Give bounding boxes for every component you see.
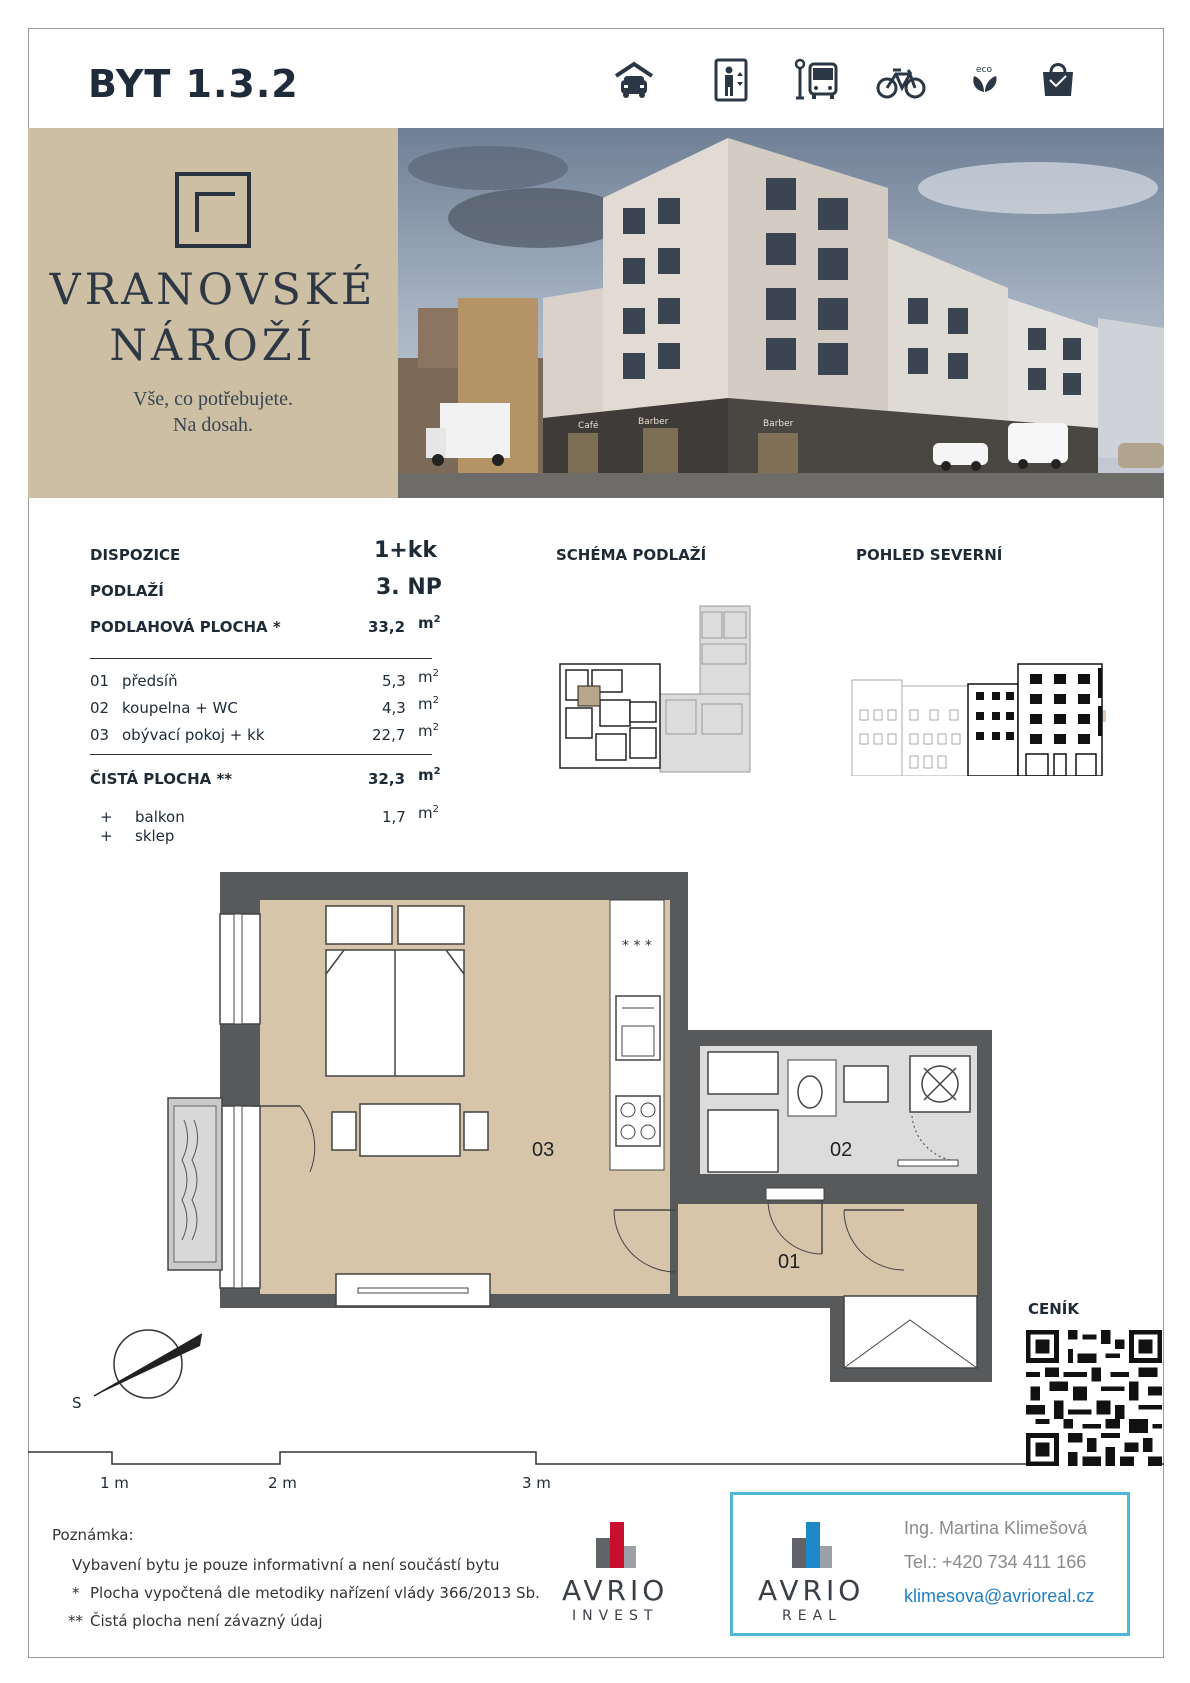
avrio-invest-subtitle: INVEST — [572, 1608, 659, 1624]
room-03-label: 03 — [532, 1139, 555, 1161]
compass-label: S — [72, 1394, 82, 1412]
eco-label: eco — [976, 65, 992, 75]
room-01-label: 01 — [778, 1251, 801, 1273]
dispozice-label: DISPOZICE — [90, 546, 181, 564]
notes-line-3-mark: ** — [68, 1612, 83, 1630]
cista-unit — [418, 766, 441, 784]
room-03-num: 03 — [90, 726, 110, 744]
room-02-unit — [418, 695, 439, 713]
page-title: BYT 1.3.2 — [88, 62, 299, 106]
room-01-unit — [418, 668, 439, 686]
scale-bar — [28, 1444, 1164, 1468]
scale-3m: 3 m — [522, 1474, 551, 1492]
notes-line-1: Vybavení bytu je pouze informativní a není součástí bytu — [72, 1556, 500, 1574]
building-photo — [398, 128, 1164, 498]
elevator-icon — [710, 58, 754, 102]
schema-label: SCHÉMA PODLAŽÍ — [556, 546, 707, 564]
notes-title: Poznámka: — [52, 1526, 134, 1544]
room-02-area: 4,3 — [382, 699, 406, 717]
extra-1-unit — [418, 804, 439, 822]
brand-tagline-line1: Vše, co potřebujete. — [133, 388, 293, 410]
room-01-name: předsíň — [122, 672, 178, 690]
notes-line-2: Plocha vypočtená dle metodiky nařízení vlády 366/2013 Sb. — [90, 1584, 540, 1602]
dispozice-value: 1+kk — [374, 538, 438, 563]
divider-1 — [90, 658, 432, 659]
extra-1-name: balkon — [135, 808, 185, 826]
brand-tagline — [28, 386, 398, 438]
unit-text: m — [418, 668, 433, 686]
shop-sign-2: Barber — [638, 417, 669, 427]
apartment-floor-plan — [160, 870, 1000, 1390]
room-02-num: 02 — [90, 699, 110, 717]
room-01-area: 5,3 — [382, 672, 406, 690]
avrio-invest-logo-icon — [592, 1518, 644, 1570]
room-03-area: 22,7 — [372, 726, 406, 744]
unit-text: m — [418, 614, 434, 632]
room-02-label: 02 — [830, 1139, 853, 1161]
extra-2-name: sklep — [135, 827, 175, 845]
unit-sup: 2 — [432, 722, 439, 733]
unit-sup: 2 — [432, 695, 439, 706]
extra-1-sign: + — [100, 808, 113, 826]
contact-name: Ing. Martina Klimešová — [904, 1518, 1088, 1538]
avrio-invest-wordmark: AVRIO — [562, 1574, 669, 1607]
notes-line-2-mark: * — [72, 1584, 80, 1602]
cenik-label: CENÍK — [1028, 1300, 1080, 1318]
unit-sup: 2 — [432, 668, 439, 679]
shop-sign-3: Barber — [763, 419, 794, 429]
north-elevation-diagram — [850, 660, 1106, 776]
plocha-unit — [418, 614, 441, 632]
avrio-real-wordmark: AVRIO — [758, 1574, 865, 1607]
shop-sign-1: Café — [578, 421, 599, 431]
bicycle-icon — [876, 58, 926, 102]
unit-sup: 2 — [432, 804, 439, 815]
unit-sup: 2 — [433, 766, 441, 777]
shopping-bag-icon — [1038, 58, 1078, 102]
building-illustration — [398, 128, 1164, 498]
scale-1m: 1 m — [100, 1474, 129, 1492]
brand-name-line1: VRANOVSKÉ — [49, 265, 377, 315]
avrio-real-subtitle: REAL — [782, 1608, 842, 1624]
fridge-marker: * * * — [622, 938, 652, 954]
brand-logo-icon — [175, 172, 251, 248]
extra-1-area: 1,7 — [382, 808, 406, 826]
divider-2 — [90, 754, 432, 755]
pohled-label: POHLED SEVERNÍ — [856, 546, 1003, 564]
contact-phone[interactable]: Tel.: +420 734 411 166 — [904, 1552, 1087, 1572]
unit-sup: 2 — [433, 614, 441, 625]
unit-text: m — [418, 722, 433, 740]
cista-value: 32,3 — [368, 770, 406, 788]
amenity-icons — [600, 58, 1100, 108]
cista-label: ČISTÁ PLOCHA ** — [90, 770, 233, 788]
room-02-name: koupelna + WC — [122, 699, 238, 717]
unit-text: m — [418, 804, 433, 822]
extra-2-sign: + — [100, 827, 113, 845]
contact-email[interactable]: klimesova@avrioreal.cz — [904, 1586, 1095, 1606]
brand-name-line2: NÁROŽÍ — [109, 321, 317, 371]
bus-stop-icon — [794, 58, 840, 102]
qr-code-icon[interactable] — [1026, 1330, 1162, 1466]
notes-line-3: Čistá plocha není závazný údaj — [90, 1612, 323, 1630]
garage-icon — [612, 58, 656, 102]
unit-text: m — [418, 695, 433, 713]
unit-text: m — [418, 766, 434, 784]
plocha-label: PODLAHOVÁ PLOCHA * — [90, 618, 281, 636]
podlazi-label: PODLAŽÍ — [90, 582, 164, 600]
plocha-value: 33,2 — [368, 618, 406, 636]
compass-icon — [64, 1320, 214, 1416]
eco-icon — [968, 58, 1002, 102]
brand-name — [28, 262, 398, 374]
room-03-unit — [418, 722, 439, 740]
floor-schema-diagram — [556, 604, 756, 776]
room-01-num: 01 — [90, 672, 110, 690]
avrio-real-logo-icon — [788, 1518, 840, 1570]
room-03-name: obývací pokoj + kk — [122, 726, 265, 744]
scale-2m: 2 m — [268, 1474, 297, 1492]
podlazi-value: 3. NP — [376, 575, 442, 600]
brand-tagline-line2: Na dosah. — [173, 414, 253, 436]
